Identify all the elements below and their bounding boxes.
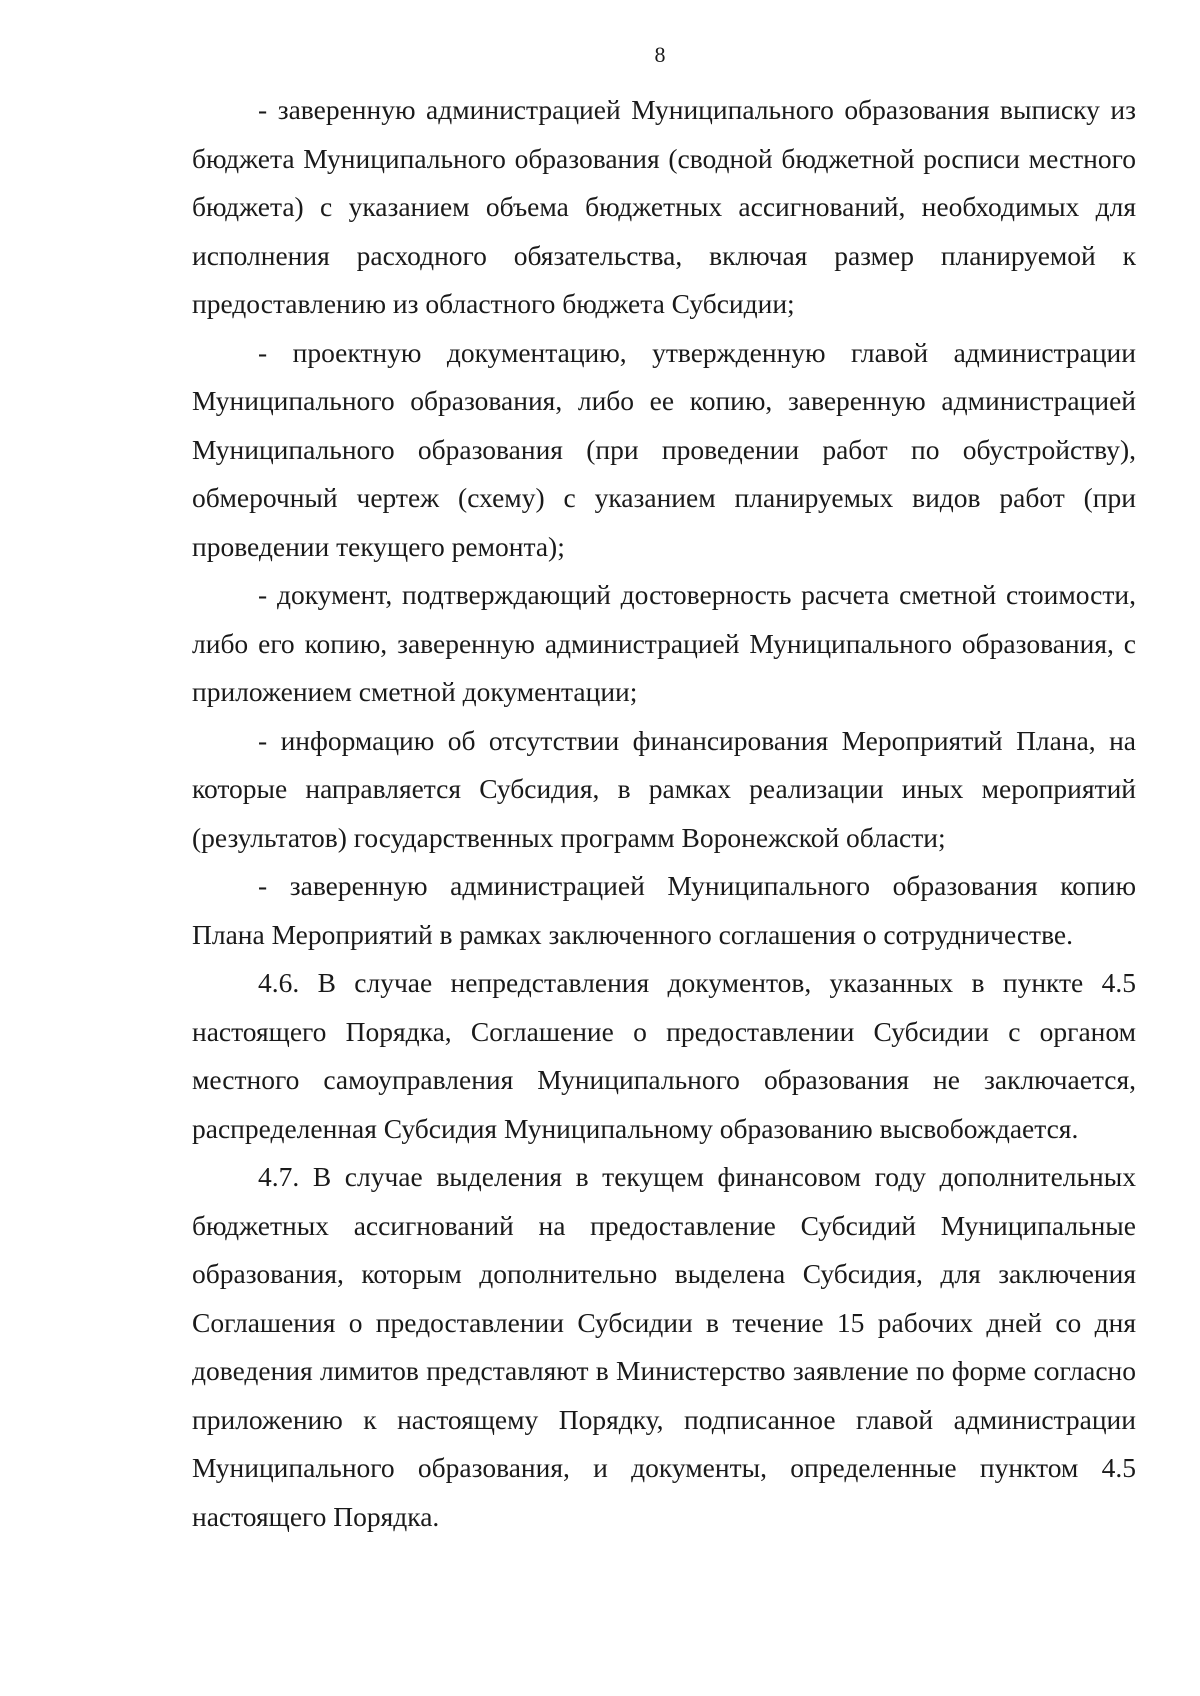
paragraph-section-4-7: 4.7. В случае выделения в текущем финансовом году дополнительных бюджетных ассигнований на предоставление Субсидий Муниципальные образования, которым дополнительно выделена Субсидия, для заключения Соглашения о предоставлении Субсидии в течение 15 рабочих дней со дня доведения лимитов представляют в Министерство заявление по форме согласно приложению к настоящему Порядку, подписанное главой администрации Муниципального образования, и документы, определенные пунктом 4.5 настоящего Порядка. (192, 1161, 1136, 1532)
paragraph-estimate-document: - документ, подтверждающий достоверность расчета сметной стоимости, либо его копию, заверенную администрацией Муниципального образования, с приложением сметной документации; (192, 579, 1136, 707)
document-body (192, 86, 1136, 1541)
paragraph-financing-information: - информацию об отсутствии финансирования Мероприятий Плана, на которые направляется Субсидия, в рамках реализации иных мероприятий (результатов) государственных программ Воронежской области; (192, 724, 1136, 853)
paragraph-events-plan-copy: - заверенную администрацией Муниципального образования копию Плана Мероприятий в рамках заключенного соглашения о сотрудничестве. (192, 870, 1136, 950)
page-number: 8 (654, 42, 666, 67)
paragraph-budget-extract: - заверенную администрацией Муниципального образования выписку из бюджета Муниципального образования (сводной бюджетной росписи местного бюджета) с указанием объема бюджетных ассигнований, необходимых для исполнения расходного обязательства, включая размер планируемой к предоставлению из областного бюджета Субсидии; (192, 94, 1136, 319)
paragraph-section-4-6: 4.6. В случае непредставления документов, указанных в пункте 4.5 настоящего Порядка, Соглашение о предоставлении Субсидии с органом местного самоуправления Муниципального образования не заключается, распределенная Субсидия Муниципальному образованию высвобождается. (192, 967, 1136, 1144)
paragraph-project-documentation: - проектную документацию, утвержденную главой администрации Муниципального образования, либо ее копию, заверенную администрацией Муниципального образования (при проведении работ по обустройству), обмерочный чертеж (схему) с указанием планируемых видов работ (при проведении текущего ремонта); (192, 336, 1136, 562)
